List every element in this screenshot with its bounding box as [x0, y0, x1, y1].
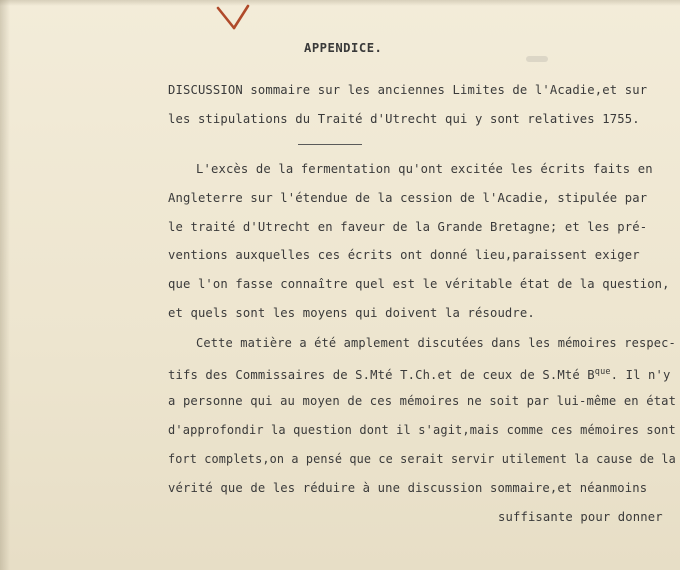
- paragraph1-line-5: que l'on fasse connaître quel est le véritable état de la question,: [168, 277, 670, 291]
- heading-line-1: DISCUSSION sommaire sur les anciennes Limites de l'Acadie,et sur: [168, 83, 648, 97]
- paragraph2-line-7: suffisante pour donner: [498, 510, 663, 524]
- paragraph1-line-1: L'excès de la fermentation qu'ont excitée les écrits faits en: [196, 162, 653, 176]
- page-top-shadow: [0, 0, 680, 6]
- paragraph2-line-1: Cette matière a été amplement discutées dans les mémoires respec-: [196, 336, 676, 350]
- paragraph1-line-2: Angleterre sur l'étendue de la cession de l'Acadie, stipulée par: [168, 191, 648, 205]
- ink-smudge: [526, 56, 548, 62]
- paragraph1-line-4: ventions auxquelles ces écrits ont donné lieu,paraissent exiger: [168, 248, 640, 262]
- page-edge-shadow: [0, 0, 10, 570]
- paragraph2-line-2-end: . Il n'y: [610, 368, 671, 382]
- paragraph2-line-6: vérité que de les réduire à une discussion sommaire,et néanmoins: [168, 481, 648, 495]
- handwritten-check-mark: [214, 4, 258, 34]
- superscript-que: que: [594, 367, 611, 377]
- paragraph1-line-3: le traité d'Utrecht en faveur de la Grande Bretagne; et les pré-: [168, 220, 648, 234]
- paragraph2-line-2-text: tifs des Commissaires de S.Mté T.Ch.et de ceux de S.Mté B: [168, 368, 595, 382]
- section-divider: [298, 144, 362, 145]
- page-title: APPENDICE.: [304, 41, 383, 55]
- paragraph2-line-5: fort complets,on a pensé que ce serait servir utilement la cause de la: [168, 452, 676, 466]
- paragraph2-line-4: d'approfondir la question dont il s'agit,mais comme ces mémoires sont: [168, 423, 676, 437]
- paragraph1-line-6: et quels sont les moyens qui doivent la résoudre.: [168, 306, 535, 320]
- paragraph2-line-2: [168, 364, 671, 383]
- paragraph2-line-3: a personne qui au moyen de ces mémoires ne soit par lui-même en état: [168, 394, 677, 408]
- heading-line-2: les stipulations du Traité d'Utrecht qui y sont relatives 1755.: [168, 112, 640, 126]
